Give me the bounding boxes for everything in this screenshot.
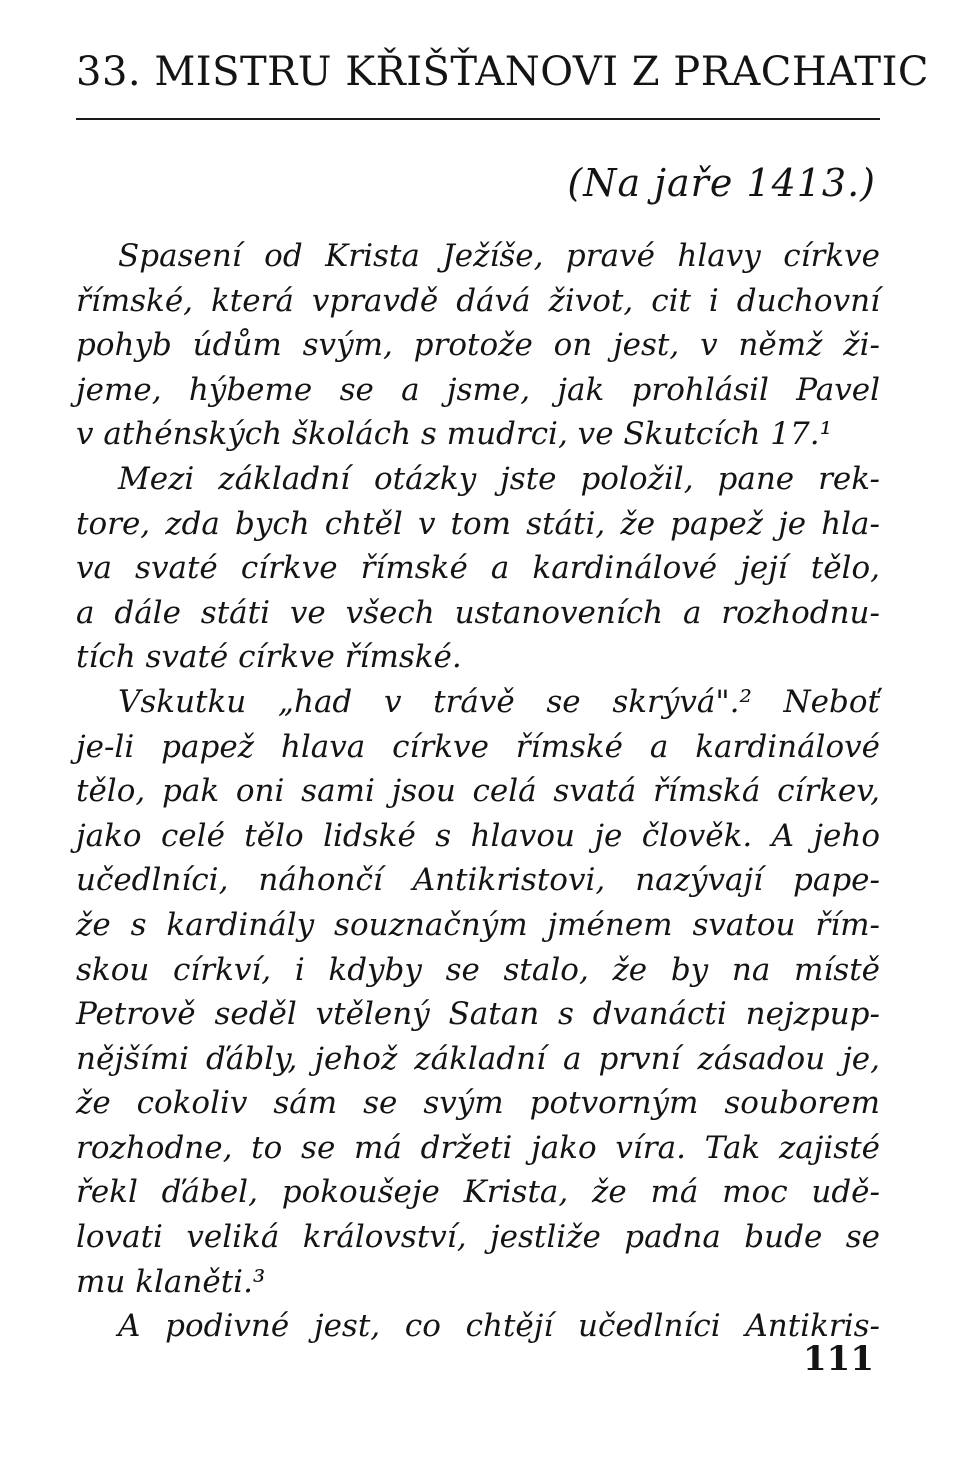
text-line: je-li papež hlava církve římské a kardinálové bbox=[76, 728, 880, 765]
text-line: římské, která vpravdě dává život, cit i duchovní bbox=[76, 282, 880, 319]
text-line: jako celé tělo lidské s hlavou je člověk. A jeho bbox=[76, 817, 880, 854]
body-text bbox=[76, 234, 880, 1349]
text-line: že s kardinály souznačným jménem svatou řím- bbox=[76, 906, 880, 943]
text-line: rozhodne, to se má držeti jako víra. Tak zajisté bbox=[76, 1129, 880, 1166]
text-line: lovati veliká království, jestliže padna bude se bbox=[76, 1219, 880, 1256]
text-line: v athénských školách s mudrci, ve Skutcích 17.¹ bbox=[76, 416, 833, 453]
text-line: tore, zda bych chtěl v tom státi, že papež je hla- bbox=[76, 505, 880, 542]
text-line: nějšími ďábly, jehož základní a první zásadou je, bbox=[76, 1040, 880, 1077]
text-line: že cokoliv sám se svým potvorným souborem bbox=[76, 1085, 880, 1122]
text-line: skou církví, i kdyby se stalo, že by na místě bbox=[76, 951, 880, 988]
text-line: řekl ďábel, pokoušeje Krista, že má moc udě- bbox=[76, 1174, 880, 1211]
text-line: mu klaněti.³ bbox=[76, 1263, 266, 1300]
text-line: Spasení od Krista Ježíše, pravé hlavy církve bbox=[118, 238, 880, 274]
text-line: tělo, pak oni sami jsou celá svatá římská církev, bbox=[76, 773, 880, 810]
text-line: Vskutku „had v trávě se skrývá".² Neboť bbox=[118, 683, 880, 720]
text-line: va svaté církve římské a kardinálové její tělo, bbox=[76, 550, 880, 587]
heading-rule bbox=[76, 118, 880, 120]
text-line: pohyb údům svým, protože on jest, v němž ži- bbox=[76, 327, 880, 364]
page-number: 111 bbox=[803, 1339, 874, 1379]
dateline: (Na jaře 1413.) bbox=[567, 161, 876, 205]
text-line: učedlníci, náhončí Antikristovi, nazývají pape- bbox=[76, 862, 880, 899]
chapter-heading: 33. MISTRU KŘIŠŤANOVI Z PRACHATIC bbox=[76, 49, 929, 95]
text-line: Mezi základní otázky jste položil, pane rek- bbox=[118, 460, 880, 497]
text-line: A podivné jest, co chtějí učedlníci Antikris- bbox=[118, 1308, 880, 1345]
text-line: a dále státi ve všech ustanoveních a rozhodnu- bbox=[76, 594, 880, 631]
text-line: Petrově seděl vtělený Satan s dvanácti nejzpup- bbox=[76, 996, 880, 1033]
text-line: jeme, hýbeme se a jsme, jak prohlásil Pavel bbox=[76, 371, 880, 408]
text-line: tích svaté církve římské. bbox=[76, 639, 462, 676]
